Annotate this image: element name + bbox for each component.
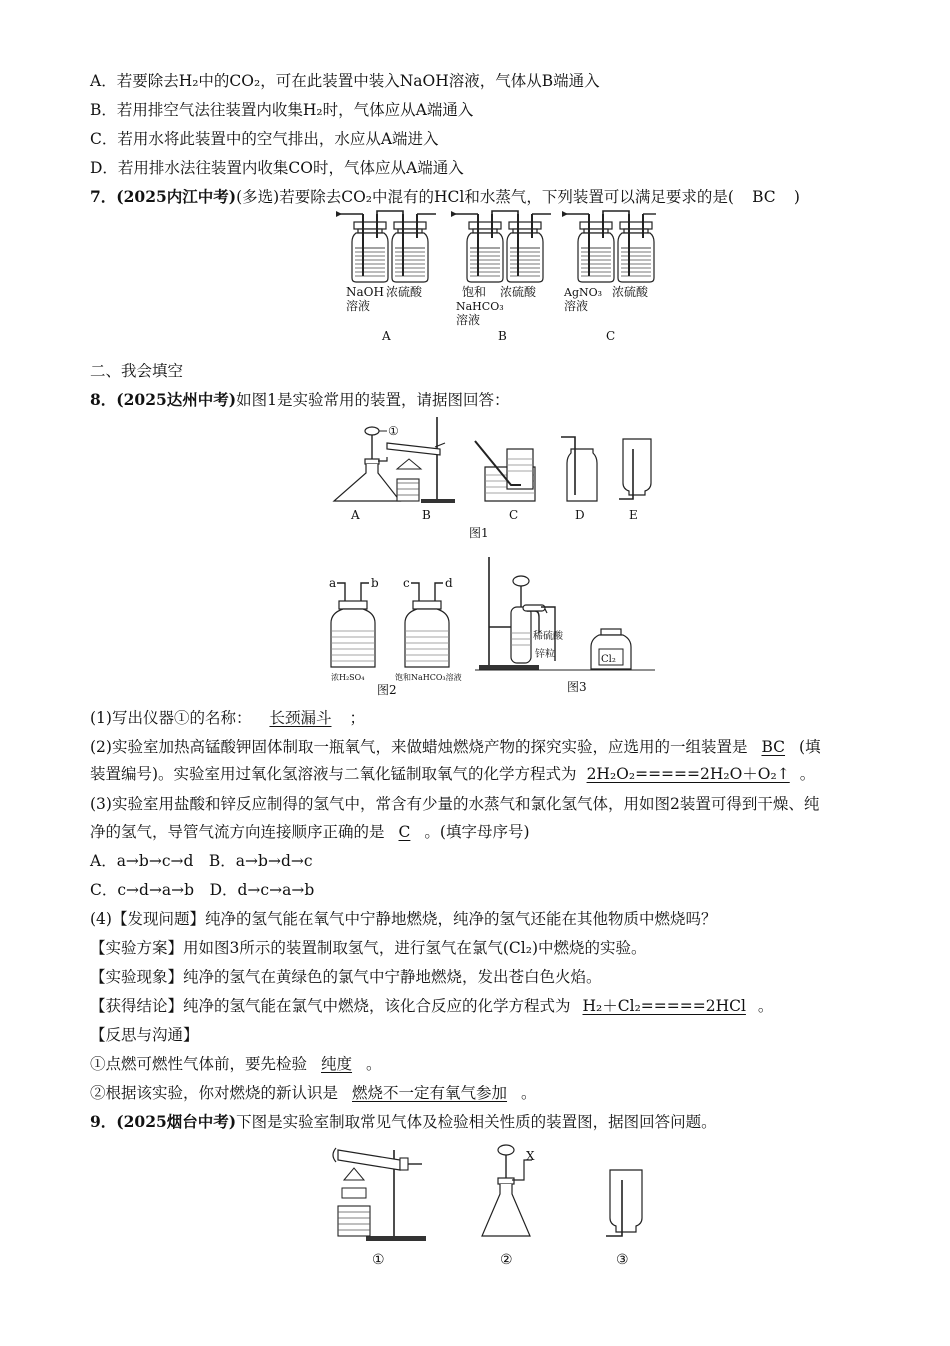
q8-p2b-end: 。 [799,765,816,783]
fig3-caption: 图3 [567,680,587,694]
q9-stem [90,1111,717,1133]
fig2-right-reagent: 饱和NaHCO₃溶液 [395,673,462,682]
q8-options-cd: C．c→d→a→b D．d→c→a→b [90,881,315,899]
q8-conclusion-text: 【获得结论】纯净的氢气能在氯气中燃烧，该化合反应的化学方程式为 [90,997,571,1015]
fig1-label-c: C [509,508,519,522]
q8-p3-text: 净的氢气，导管气流方向连接顺序正确的是 [90,823,385,841]
q7-a-right: 浓硫酸 [386,285,423,299]
q9-label-3: ③ [616,1252,629,1268]
q7-answer: BC [752,188,776,206]
q8-p2-text: (2)实验室加热高锰酸钾固体制取一瓶氧气，来做蜡烛燃烧产物的探究实验，应选用的一组装置是 [90,738,748,756]
q7-label-b: B [498,329,507,343]
q8-r1-text: ①点燃可燃性气体前，要先检验 [90,1055,308,1073]
q7-b-right: 浓硫酸 [500,285,537,299]
q8-reflect-heading: 【反思与沟通】 [90,1026,199,1044]
q8-r2-text: ②根据该实验，你对燃烧的新认识是 [90,1084,339,1102]
q8-conclusion-end: 。 [757,997,774,1015]
fig1-apparatus-d [561,437,597,522]
q8-plan: 【实验方案】用如图3所示的装置制取氢气，进行氢气在氯气(Cl₂)中燃烧的实验。 [90,939,647,957]
q7-label-c: C [606,329,616,343]
q8-r1-answer: 纯度 [321,1055,353,1073]
q8-part-3b [90,821,530,843]
q8-r1-end: 。 [366,1055,382,1073]
q9-source: (2025烟台中考) [116,1112,237,1131]
q7-a-left-1: NaOH [346,285,384,299]
q9-label-1: ① [372,1252,385,1268]
q9-apparatus-1 [333,1148,426,1268]
fig3-gas-bottle [591,629,631,669]
q8-source: (2025达州中考) [116,390,237,409]
q8-figure-2 [325,575,475,697]
q9-label-2: ② [500,1252,513,1268]
fig2-port-d: d [445,576,453,590]
fig2-bottle-left [329,576,379,682]
fig2-port-a: a [329,576,337,590]
section-heading: 二、我会填空 [90,362,184,380]
q8-figure-3 [475,553,665,697]
fig1-label-d: D [575,508,585,522]
q9-figure [330,1140,670,1272]
q8-r2-answer: 燃烧不一定有氧气参加 [352,1084,508,1102]
fig2-bottle-right [395,576,462,682]
fig1-caption: 图1 [469,526,489,540]
q9-port-x: X [526,1149,535,1163]
q8-part-2b [90,763,815,785]
q8-p1-text: (1)写出仪器①的名称： [90,709,252,727]
q7-apparatus-c [562,211,656,282]
q8-reflect-1 [90,1053,382,1075]
q6-option-b: B．若用排空气法往装置内收集H₂时，气体应从A端通入 [90,101,474,119]
q7-label-a: A [382,329,391,343]
fig1-label-e: E [629,508,638,522]
fig1-marker: ① [388,424,399,438]
q9-text: 下图是实验室制取常见气体及检验相关性质的装置图，据图回答问题。 [236,1113,717,1131]
fig3-metal: 锌粒 [535,649,555,660]
q8-number: 8． [90,390,117,409]
q7-b-left-1: 饱和 [462,285,487,299]
q8-part-1 [90,707,365,729]
q7-stem [90,186,800,208]
q8-p2-end: (填 [799,738,821,756]
q9-number: 9． [90,1112,117,1131]
q8-p1-answer: 长颈漏斗 [269,709,332,727]
fig2-left-reagent: 浓H₂SO₄ [331,673,365,682]
q8-p2b-answer: 2H₂O₂=====2H₂O＋O₂↑ [586,765,790,783]
q8-p3-end: 。(填字母序号) [424,823,530,841]
q7-source: (2025内江中考) [116,187,237,206]
q8-p3-answer: C [398,823,411,841]
q7-b-left-2: NaHCO₃ [456,300,504,313]
q8-p2-answer: BC [761,738,786,756]
q8-conclusion [90,995,773,1017]
q7-b-left-3: 溶液 [456,313,481,327]
q7-c-left-2: 溶液 [564,299,589,313]
q7-number: 7． [90,187,117,206]
q8-figure-1 [325,413,665,543]
fig1-apparatus-e [619,439,651,522]
q6-option-d: D．若用排水法往装置内收集CO时，气体应从A端通入 [90,159,464,177]
q8-options-ab: A．a→b→c→d B．a→b→d→c [90,852,313,870]
q8-part-2 [90,736,821,758]
fig1-apparatus-c [475,441,535,522]
fig3-acid: 稀硫酸 [533,631,563,642]
fig2-caption: 图2 [377,683,397,697]
q7-figure [330,208,660,346]
q8-p2b-text: 装置编号)。实验室用过氧化氢溶液与二氧化锰制取氧气的化学方程式为 [90,765,577,783]
q8-p1-end: ； [349,709,365,727]
q7-close: ) [793,188,800,206]
fig1-label-a: A [351,508,360,522]
q9-apparatus-3 [606,1170,642,1268]
fig2-port-c: c [403,576,410,590]
q8-reflect-2 [90,1082,537,1104]
q8-part-3: (3)实验室用盐酸和锌反应制得的氢气中，常含有少量的水蒸气和氯化氢气体，用如图2装置可得到干燥、纯 [90,795,820,813]
fig3-gas-label: Cl₂ [601,654,616,665]
fig1-label-b: B [422,508,431,522]
q6-option-c: C．若用水将此装置中的空气排出，水应从A端进入 [90,130,439,148]
fig1-apparatus-a [334,424,400,522]
q7-c-right: 浓硫酸 [612,285,649,299]
q7-apparatus-a [336,211,436,282]
q9-apparatus-2 [482,1145,535,1268]
q7-c-left-1: AgNO₃ [564,286,603,299]
q7-apparatus-b [451,211,551,282]
q7-a-left-2: 溶液 [346,299,371,313]
q8-text: 如图1是实验常用的装置，请据图回答： [236,391,510,409]
q7-text: (多选)若要除去CO₂中混有的HCl和水蒸气，下列装置可以满足要求的是( [236,188,734,206]
q8-part-4: (4)【发现问题】纯净的氢气能在氧气中宁静地燃烧，纯净的氢气还能在其他物质中燃烧吗？ [90,910,717,928]
q6-option-a: A．若要除去H₂中的CO₂，可在此装置中装入NaOH溶液，气体从B端通入 [90,72,600,90]
q8-conclusion-answer: H₂＋Cl₂=====2HCl [582,997,746,1015]
fig2-port-b: b [371,576,379,590]
q8-r2-end: 。 [521,1084,537,1102]
q8-stem [90,389,509,411]
q8-phenomenon: 【实验现象】纯净的氢气在黄绿色的氯气中宁静地燃烧，发出苍白色火焰。 [90,968,602,986]
